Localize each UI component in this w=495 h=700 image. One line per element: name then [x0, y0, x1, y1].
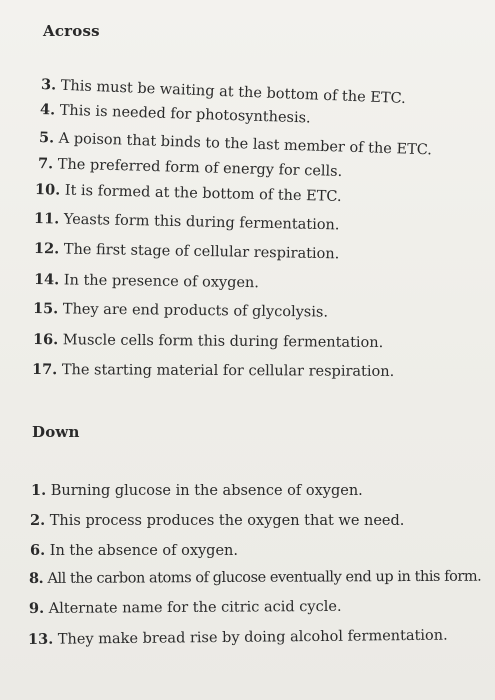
clue-number: 5.: [38, 129, 55, 147]
clue-text: They are end products of glycolysis.: [62, 301, 329, 321]
down-clue: [28, 629, 448, 648]
clue-text: All the carbon atoms of glucose eventually end up in this form.: [47, 568, 482, 587]
clue-text: Muscle cells form this during fermentation.: [62, 332, 384, 352]
across-clue: [33, 302, 328, 320]
across-clue: [40, 103, 311, 126]
across-clue: [41, 78, 406, 106]
across-clue: [34, 242, 340, 262]
clue-text: This is needed for photosynthesis.: [59, 102, 311, 127]
clue-number: 14.: [33, 271, 60, 289]
clue-number: 8.: [28, 569, 44, 587]
clue-text: In the presence of oxygen.: [63, 272, 260, 292]
clue-number: 11.: [33, 210, 60, 228]
down-clue: [29, 570, 481, 587]
clue-text: In the absence of oxygen.: [49, 543, 238, 559]
clue-text: They make bread rise by doing alcohol fermentation.: [57, 627, 448, 648]
down-clue: [29, 600, 342, 617]
clue-number: 17.: [31, 361, 58, 379]
clue-number: 10.: [34, 181, 61, 199]
clue-number: 16.: [32, 331, 59, 349]
clue-number: 1.: [31, 482, 47, 499]
clue-number: 4.: [39, 101, 56, 119]
clue-text: Burning glucose in the absence of oxygen.: [50, 483, 363, 499]
down-clue: [31, 484, 363, 499]
down-heading: Down: [32, 423, 80, 441]
across-clue: [39, 131, 432, 158]
clue-text: The starting material for cellular respiration.: [61, 362, 395, 380]
clue-number: 7.: [37, 155, 54, 173]
across-heading: Across: [43, 22, 100, 40]
clue-text: This process produces the oxygen that we need.: [49, 513, 405, 529]
clue-text: A poison that binds to the last member of the ETC.: [58, 130, 433, 159]
across-clue: [34, 273, 259, 291]
clue-number: 15.: [32, 300, 59, 318]
across-clue: [38, 157, 343, 179]
clue-text: The first stage of cellular respiration.: [63, 241, 340, 263]
across-clue: [35, 183, 342, 204]
down-clue: [30, 544, 238, 559]
clue-number: 13.: [27, 630, 54, 648]
across-clue: [34, 212, 340, 233]
down-clue: [30, 514, 404, 529]
clue-text: Alternate name for the citric acid cycle.: [48, 598, 342, 617]
clue-text: The preferred form of energy for cells.: [57, 156, 343, 180]
across-clue: [32, 363, 394, 379]
clue-number: 3.: [40, 76, 57, 94]
across-clue: [33, 333, 383, 351]
clue-number: 9.: [28, 599, 45, 617]
clue-text: Yeasts form this during fermentation.: [63, 211, 340, 234]
clue-number: 2.: [30, 512, 46, 529]
clue-number: 12.: [33, 240, 60, 258]
clue-text: It is formed at the bottom of the ETC.: [64, 182, 342, 205]
clue-text: This must be waiting at the bottom of the ETC.: [60, 77, 407, 108]
clue-number: 6.: [30, 542, 46, 559]
